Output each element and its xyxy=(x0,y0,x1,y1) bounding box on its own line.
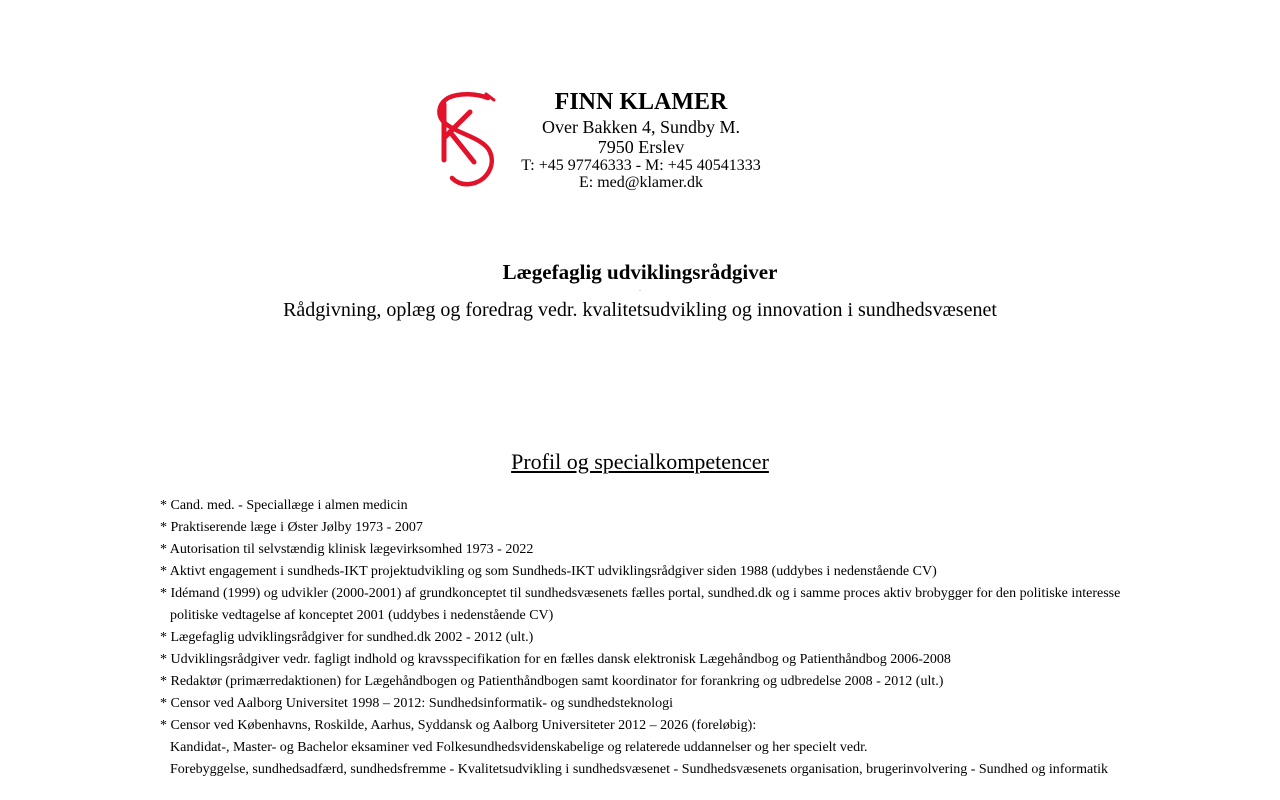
profile-item: * Cand. med. - Speciallæge i almen medicin xyxy=(160,498,408,513)
address-line-1: Over Bakken 4, Sundby M. xyxy=(542,117,740,137)
separator-dot: . xyxy=(639,287,641,293)
profile-item: * Censor ved Aalborg Universitet 1998 – 2012: Sundhedsinformatik- og sundhedsteknologi xyxy=(160,696,674,711)
profile-list xyxy=(160,495,1160,781)
profile-item: * Idémand (1999) og udvikler (2000-2001) af grundkonceptet til sundhedsvæsenets fælles portal, sundhed.dk og i samme proces aktiv brobygger for den politiske interesse xyxy=(160,586,1121,601)
profile-item: Forebyggelse, sundhedsadfærd, sundhedsfremme - Kvalitetsudvikling i sundhedsvæsenet - Sundhedsvæsenets organisation, brugerinvolvering - Sundhed og informatik xyxy=(170,762,1108,777)
profile-item: Kandidat-, Master- og Bachelor eksaminer ved Folkesundhedsvidenskabelige og relaterede uddannelser og her specielt vedr. xyxy=(170,740,868,755)
profile-item: * Autorisation til selvstændig klinisk lægevirksomhed 1973 - 2022 xyxy=(160,542,534,557)
intro-block xyxy=(0,258,1280,324)
contact-block xyxy=(480,86,802,191)
profile-item: * Praktiserende læge i Øster Jølby 1973 - 2007 xyxy=(160,520,423,535)
email-line: E: med@klamer.dk xyxy=(578,174,704,191)
profile-item: * Lægefaglig udviklingsrådgiver for sundhed.dk 2002 - 2012 (ult.) xyxy=(160,630,534,645)
letterhead xyxy=(0,86,1280,206)
profile-heading: Profil og specialkompetencer xyxy=(511,449,769,474)
job-title: Lægefaglig udviklingsrådgiver xyxy=(502,260,778,284)
address-line-2: 7950 Erslev xyxy=(597,137,685,157)
profile-item: politiske vedtagelse af konceptet 2001 (uddybes i nedenstående CV) xyxy=(170,608,554,623)
profile-item: * Censor ved Københavns, Roskilde, Aarhus, Syddansk og Aalborg Universiteter 2012 – 2026 (foreløbig): xyxy=(160,718,757,733)
person-name: FINN KLAMER xyxy=(554,89,728,115)
profile-item: * Redaktør (primærredaktionen) for Lægehåndbogen og Patienthåndbogen samt koordinator for forankring og udbredelse 2008 - 2012 (ult.) xyxy=(160,674,944,689)
job-subtitle: Rådgivning, oplæg og foredrag vedr. kvalitetsudvikling og innovation i sundhedsvæsenet xyxy=(283,299,997,321)
profile-item: * Aktivt engagement i sundheds-IKT projektudvikling og som Sundheds-IKT udviklingsrådgiver siden 1988 (uddybes i nedenstående CV) xyxy=(160,564,937,579)
profile-item: * Udviklingsrådgiver vedr. fagligt indhold og kravsspecifikation for en fælles dansk elektronisk Lægehåndbog og Patienthåndbog 2006-2008 xyxy=(160,652,951,667)
phone-line: T: +45 97746333 - M: +45 40541333 xyxy=(521,157,761,174)
